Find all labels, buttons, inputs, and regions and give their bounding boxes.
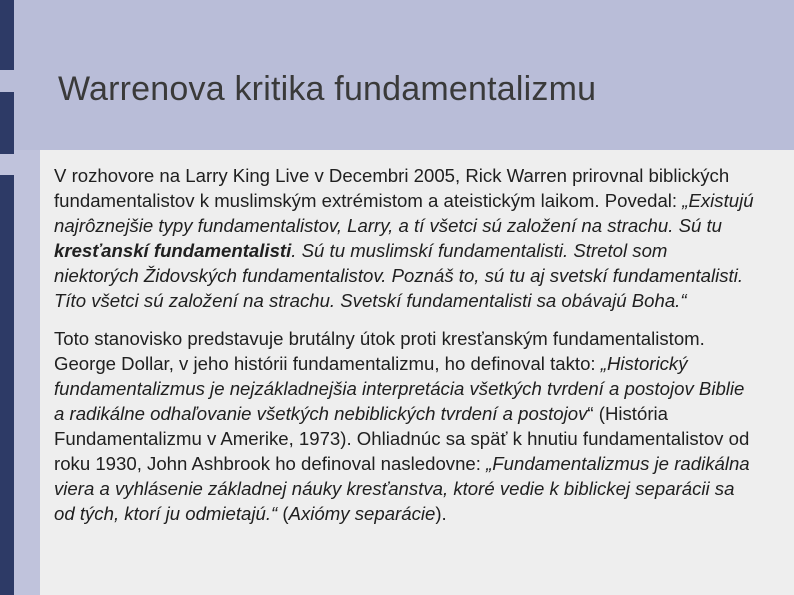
accent-bar	[0, 175, 14, 595]
accent-bar	[0, 92, 14, 154]
p2-mid: “ (História Fundamentalizmu v Amerike, 1973). Ohliadnúc sa späť k hnutiu fundamentalistov od roku 1930, John Ashbrook ho definoval nasledovne:	[54, 403, 750, 474]
content-panel	[40, 150, 794, 595]
paragraph-1	[54, 164, 754, 313]
p2-quote-2: „Fundamentalizmus je radikálna viera a vyhlásenie základnej náuky kresťanstva, ktoré vedie k biblickej separácii sa od tých, ktorí ju odmietajú.“	[54, 452, 750, 524]
p1-quote-bold: kresťanskí fundamentalisti	[54, 239, 292, 261]
p2-paren-close: ).	[435, 502, 447, 524]
accent-bar	[0, 0, 14, 70]
p1-quote-a: „Existujú najrôznejšie typy fundamentalistov, Larry, a tí všetci sú založení na strachu. Sú tu	[54, 189, 754, 236]
p1-quote-b: . Sú tu muslimskí fundamentalisti. Stretol som niektorých Židovských fundamentalistov. Poznáš to, sú tu aj svetskí fundamentalisti. Títo všetci sú založení na strachu. Svetskí fundamentalisti sa obávajú Boha.“	[54, 239, 743, 311]
paragraph-2	[54, 327, 754, 526]
p2-source: Axiómy separácie	[288, 502, 436, 524]
p1-intro: V rozhovore na Larry King Live v Decembri 2005, Rick Warren prirovnal biblických fundamentalistov k muslimským extrémistom a ateistickým laikom. Povedal:	[54, 165, 730, 211]
body-text	[54, 164, 754, 541]
p2-quote-1: „Historický fundamentalizmus je nejzákladnejšia interpretácia všetkých tvrdení a postojov Biblie a radikálne odhaľovanie všetkých nebiblických tvrdení a postojov	[54, 353, 745, 425]
p2-paren-open: (	[277, 502, 289, 524]
slide-title: Warrenova kritika fundamentalizmu	[58, 70, 597, 108]
p2-intro: Toto stanovisko predstavuje brutálny útok proti kresťanským fundamentalistom. George Dollar, v jeho histórii fundamentalizmu, ho definoval takto:	[54, 328, 705, 375]
